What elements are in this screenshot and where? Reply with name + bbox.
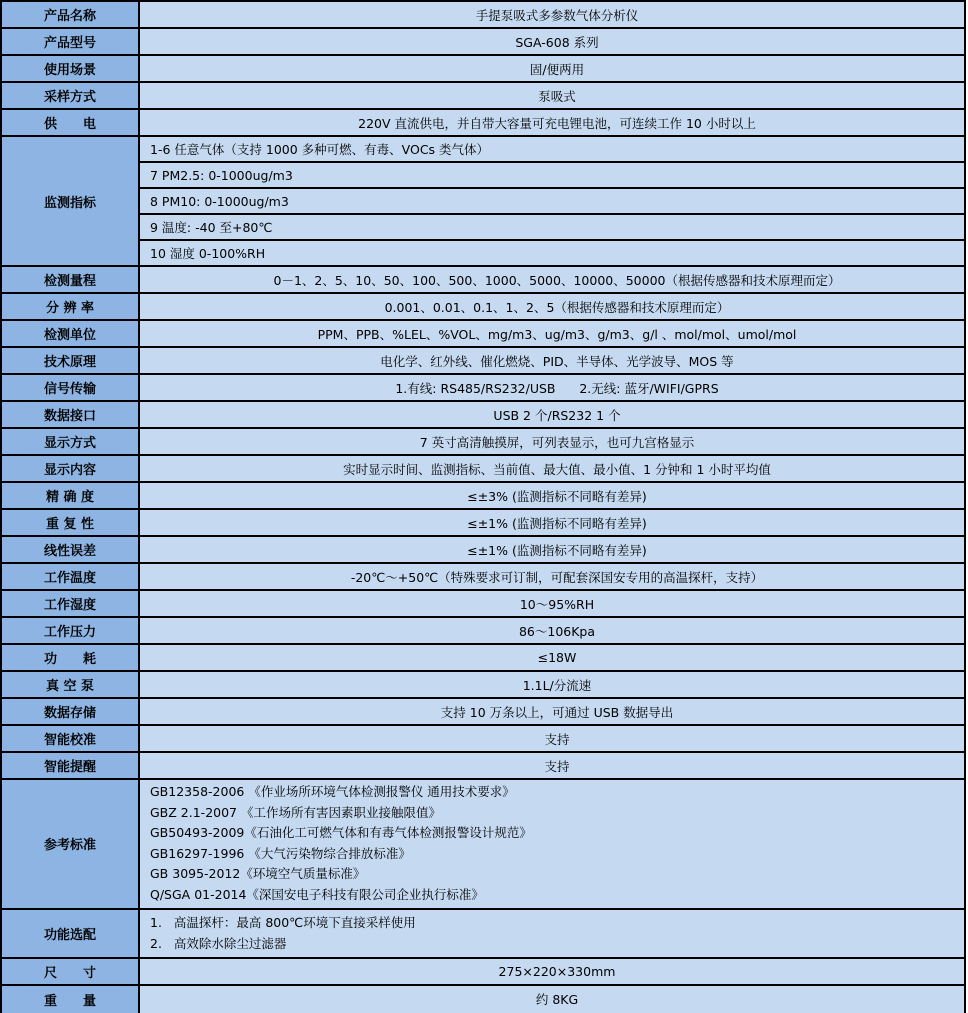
spec-value: 支持 [140,753,964,778]
spec-label: 监测指标 [2,137,140,265]
spec-line: 1. 高温探杆：最高 800℃环境下直接采样使用 [150,914,416,930]
spec-value: -20℃～+50℃（特殊要求可订制，可配套深国安专用的高温探杆，支持） [140,564,964,589]
spec-value: 泵吸式 [140,83,964,108]
spec-label: 真 空 泵 [2,672,140,697]
spec-line: GB16297-1996 《大气污染物综合排放标准》 [150,845,411,861]
spec-line: GB 3095-2012《环境空气质量标准》 [150,866,366,882]
spec-value: 电化学、红外线、催化燃烧、PID、半导体、光学波导、MOS 等 [140,348,964,373]
spec-label: 功 耗 [2,645,140,670]
spec-row [2,429,964,456]
spec-value: 0－1、2、5、10、50、100、500、1000、5000、10000、50000（根据传感器和技术原理而定） [140,267,964,292]
spec-value: ≤±3% (监测指标不同略有差异) [140,483,964,508]
spec-label: 使用场景 [2,56,140,81]
spec-label: 工作湿度 [2,591,140,616]
spec-value: 支持 [140,726,964,751]
spec-value: 275×220×330mm [140,959,964,984]
spec-row [2,321,964,348]
spec-value: 约 8KG [140,986,964,1013]
spec-subrow: 7 PM2.5: 0-1000ug/m3 [140,163,964,189]
spec-value: SGA-608 系列 [140,29,964,54]
spec-row [2,137,964,267]
spec-row [2,375,964,402]
spec-subrow: 8 PM10: 0-1000ug/m3 [140,189,964,215]
spec-label: 分 辨 率 [2,294,140,319]
spec-label: 线性误差 [2,537,140,562]
spec-row [2,456,964,483]
spec-label: 技术原理 [2,348,140,373]
spec-label: 采样方式 [2,83,140,108]
spec-line: Q/SGA 01-2014《深国安电子科技有限公司企业执行标准》 [150,886,484,902]
spec-value: 0.001、0.01、0.1、1、2、5（根据传感器和技术原理而定） [140,294,964,319]
spec-row [2,267,964,294]
spec-row [2,29,964,56]
spec-row [2,56,964,83]
spec-row [2,294,964,321]
spec-line: GB12358-2006 《作业场所环境气体检测报警仪 通用技术要求》 [150,784,515,799]
spec-value: 10～95%RH [140,591,964,616]
spec-row [2,537,964,564]
spec-value: ≤±1% (监测指标不同略有差异) [140,510,964,535]
spec-value: 固/便两用 [140,56,964,81]
spec-line: GBZ 2.1-2007 《工作场所有害因素职业接触限值》 [150,804,441,820]
spec-row [2,348,964,375]
spec-label: 信号传输 [2,375,140,400]
spec-subrow: 10 湿度 0-100%RH [150,246,266,261]
spec-value: 1.有线: RS485/RS232/USB 2.无线: 蓝牙/WIFI/GPRS [140,375,964,400]
spec-multiline [140,910,964,957]
spec-row [2,753,964,780]
spec-row [2,110,964,137]
spec-value: ≤±1% (监测指标不同略有差异) [140,537,964,562]
spec-row [2,645,964,672]
spec-label: 显示方式 [2,429,140,454]
spec-label: 尺 寸 [2,959,140,984]
spec-label: 重 复 性 [2,510,140,535]
spec-value: 7 英寸高清触摸屏，可列表显示，也可九宫格显示 [140,429,964,454]
spec-row [2,986,964,1013]
spec-row [2,83,964,110]
spec-subrow: 9 温度: -40 至+80℃ [140,215,964,241]
spec-line: GB50493-2009《石油化工可燃气体和有毒气体检测报警设计规范》 [150,825,532,841]
spec-row [2,959,964,986]
spec-value: 实时显示时间、监测指标、当前值、最大值、最小值、1 分钟和 1 小时平均值 [140,456,964,481]
spec-value [140,137,964,265]
spec-row [2,672,964,699]
spec-row [2,618,964,645]
spec-label: 工作温度 [2,564,140,589]
spec-label: 检测量程 [2,267,140,292]
spec-value: USB 2 个/RS232 1 个 [140,402,964,427]
spec-row [2,699,964,726]
spec-row [2,2,964,29]
spec-label: 工作压力 [2,618,140,643]
spec-label: 检测单位 [2,321,140,346]
spec-row [2,780,964,910]
spec-row [2,591,964,618]
spec-label: 智能提醒 [2,753,140,778]
spec-label: 参考标准 [2,780,140,908]
spec-value: 86～106Kpa [140,618,964,643]
spec-label: 精 确 度 [2,483,140,508]
spec-value [140,910,964,957]
spec-multiline [140,780,964,908]
spec-line: 2. 高效除水除尘过滤器 [150,936,287,952]
spec-label: 数据接口 [2,402,140,427]
spec-label: 数据存储 [2,699,140,724]
spec-row [2,483,964,510]
spec-value: 支持 10 万条以上，可通过 USB 数据导出 [140,699,964,724]
spec-value: PPM、PPB、%LEL、%VOL、mg/m3、ug/m3、g/m3、g/l 、mol/mol、umol/mol [140,321,964,346]
spec-label: 功能选配 [2,910,140,957]
spec-value: 手提泵吸式多参数气体分析仪 [140,2,964,27]
spec-label: 产品名称 [2,2,140,27]
spec-row [2,726,964,753]
spec-row [2,910,964,959]
spec-value: 1.1L/分流速 [140,672,964,697]
spec-value [140,780,964,908]
spec-row [2,510,964,537]
spec-label: 供 电 [2,110,140,135]
spec-value: ≤18W [140,645,964,670]
spec-label: 智能校准 [2,726,140,751]
spec-row [2,402,964,429]
spec-row [2,564,964,591]
spec-label: 产品型号 [2,29,140,54]
spec-value: 220V 直流供电，并自带大容量可充电锂电池，可连续工作 10 小时以上 [140,110,964,135]
spec-subrow: 1-6 任意气体（支持 1000 多种可燃、有毒、VOCs 类气体） [140,137,964,163]
spec-label: 显示内容 [2,456,140,481]
spec-label: 重 量 [2,986,140,1013]
